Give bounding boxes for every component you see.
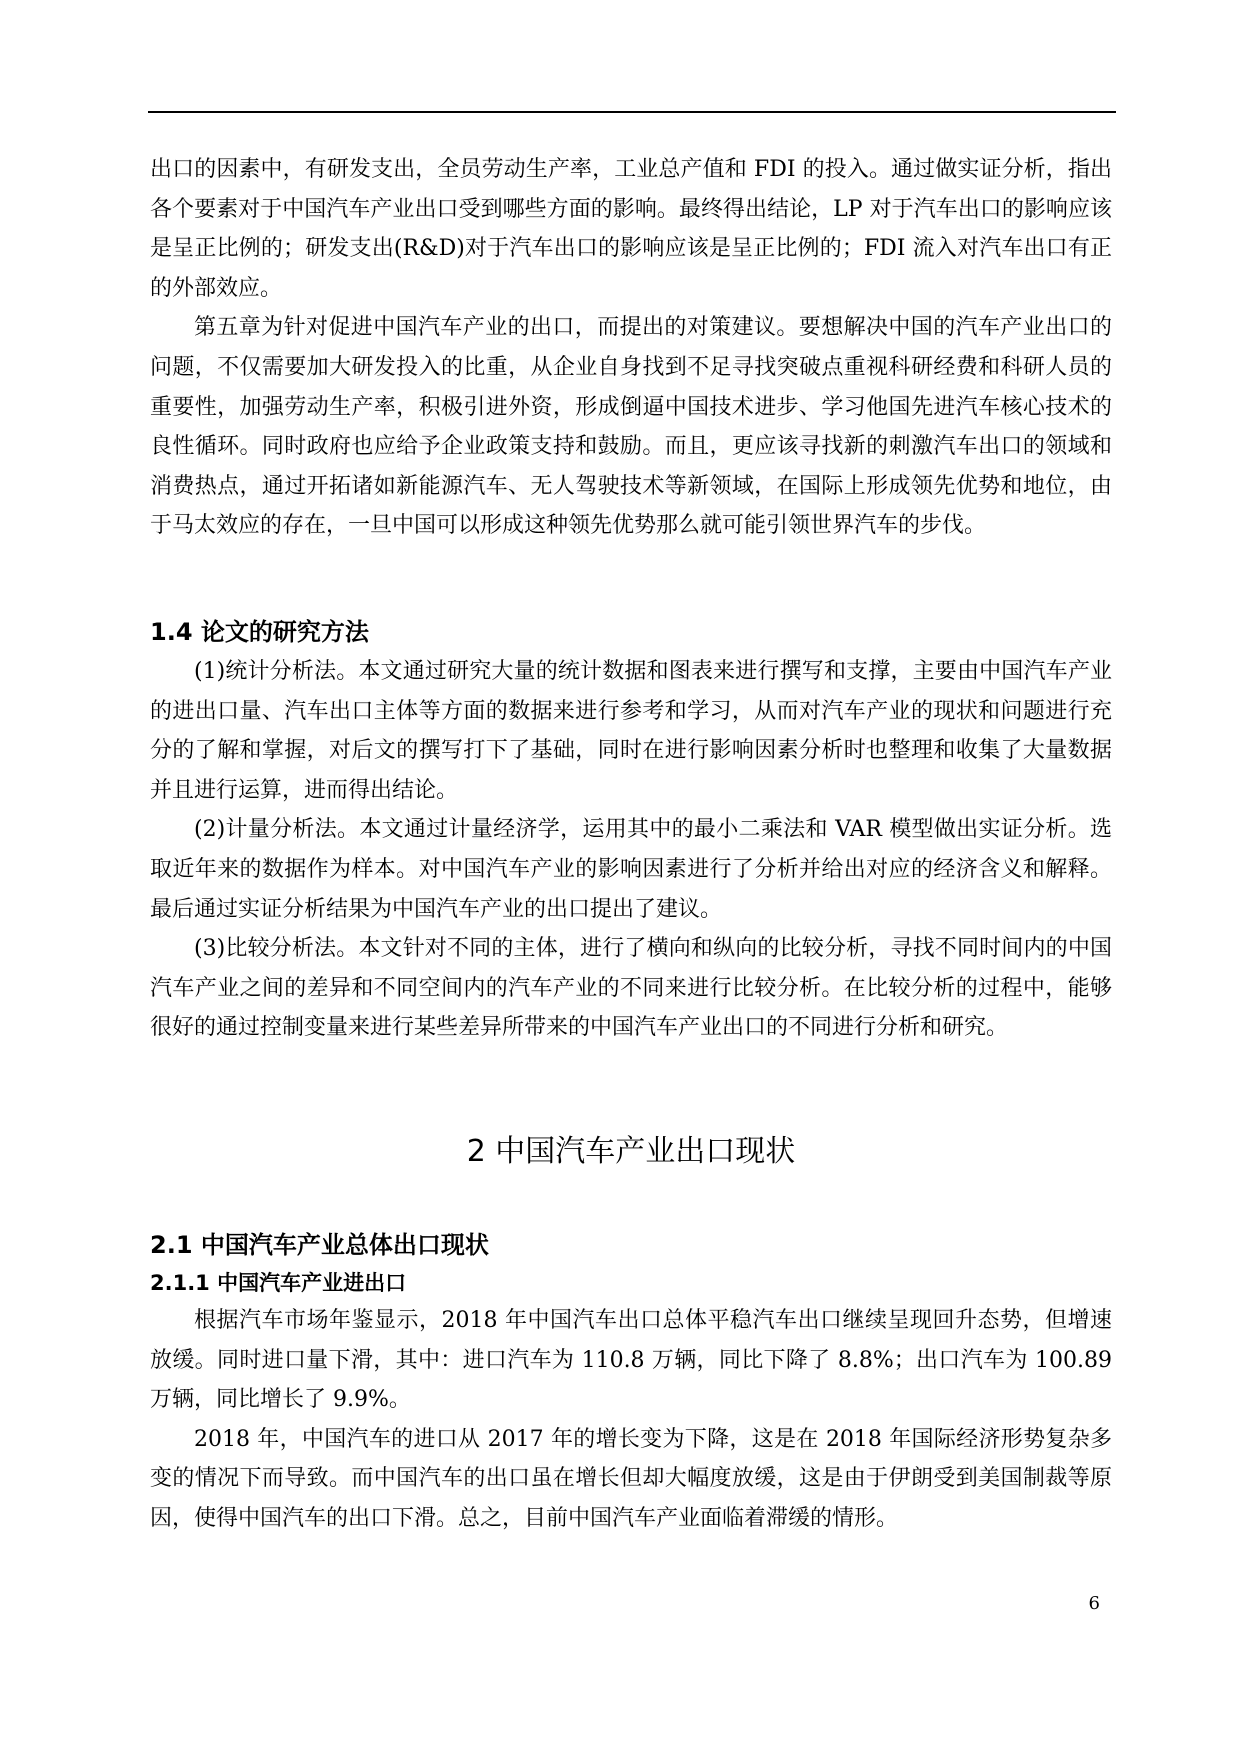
section-heading-2-1: 2.1 中国汽车产业总体出口现状 [150, 1231, 489, 1259]
chapter-title: 2 中国汽车产业出口现状 [466, 1134, 796, 1169]
page-number: 6 [1088, 1593, 1100, 1614]
section-1-4 [150, 612, 1112, 1048]
method-paragraph-2: (2)计量分析法。本文通过计量经济学，运用其中的最小二乘法和 VAR 模型做出实证分析。选取近年来的数据作为样本。对中国汽车产业的影响因素进行了分析并给出对应的经济含义和解释。最后通过实证分析结果为中国汽车产业的出口提出了建议。 [150, 817, 1112, 922]
trade-paragraph-1: 根据汽车市场年鉴显示，2018 年中国汽车出口总体平稳汽车出口继续呈现回升态势，但增速放缓。同时进口量下滑，其中：进口汽车为 110.8 万辆，同比下降了 8.8%；出口汽车为 100.89 万辆，同比增长了 9.9%。 [150, 1308, 1112, 1413]
intro-paragraph-1: 出口的因素中，有研发支出，全员劳动生产率，工业总产值和 FDI 的投入。通过做实证分析，指出各个要素对于中国汽车产业出口受到哪些方面的影响。最终得出结论，LP 对于汽车出口的影响应该是呈正比例的；研发支出(R&D)对于汽车出口的影响应该是呈正比例的；FDI 流入对汽车出口有正的外部效应。 [150, 157, 1112, 301]
section-2-1 [150, 1225, 1112, 1539]
method-paragraph-1: (1)统计分析法。本文通过研究大量的统计数据和图表来进行撰写和支撑，主要由中国汽车产业的进出口量、汽车出口主体等方面的数据来进行参考和学习，从而对汽车产业的现状和问题进行充分的了解和掌握，对后文的撰写打下了基础，同时在进行影响因素分析时也整理和收集了大量数据并且进行运算，进而得出结论。 [150, 659, 1112, 803]
section-heading-1-4: 1.4 论文的研究方法 [150, 618, 369, 646]
intro-block [150, 150, 1112, 546]
method-paragraph-3: (3)比较分析法。本文针对不同的主体，进行了横向和纵向的比较分析，寻找不同时间内的中国汽车产业之间的差异和不同空间内的汽车产业的不同来进行比较分析。在比较分析的过程中，能够很好的通过控制变量来进行某些差异所带来的中国汽车产业出口的不同进行分析和研究。 [150, 936, 1112, 1041]
header-rule [148, 111, 1116, 113]
subsection-heading-2-1-1: 2.1.1 中国汽车产业进出口 [150, 1271, 407, 1295]
trade-paragraph-2: 2018 年，中国汽车的进口从 2017 年的增长变为下降，这是在 2018 年国际经济形势复杂多变的情况下而导致。而中国汽车的出口虽在增长但却大幅度放缓，这是由于伊朗受到美国制裁等原因，使得中国汽车的出口下滑。总之，目前中国汽车产业面临着滞缓的情形。 [150, 1426, 1112, 1531]
intro-paragraph-2: 第五章为针对促进中国汽车产业的出口，而提出的对策建议。要想解决中国的汽车产业出口的问题，不仅需要加大研发投入的比重，从企业自身找到不足寻找突破点重视科研经费和科研人员的重要性，加强劳动生产率，积极引进外资，形成倒逼中国技术进步、学习他国先进汽车核心技术的良性循环。同时政府也应给予企业政策支持和鼓励。而且，更应该寻找新的刺激汽车出口的领域和消费热点，通过开拓诸如新能源汽车、无人驾驶技术等新领域，在国际上形成领先优势和地位，由于马太效应的存在，一旦中国可以形成这种领先优势那么就可能引领世界汽车的步伐。 [150, 315, 1112, 539]
